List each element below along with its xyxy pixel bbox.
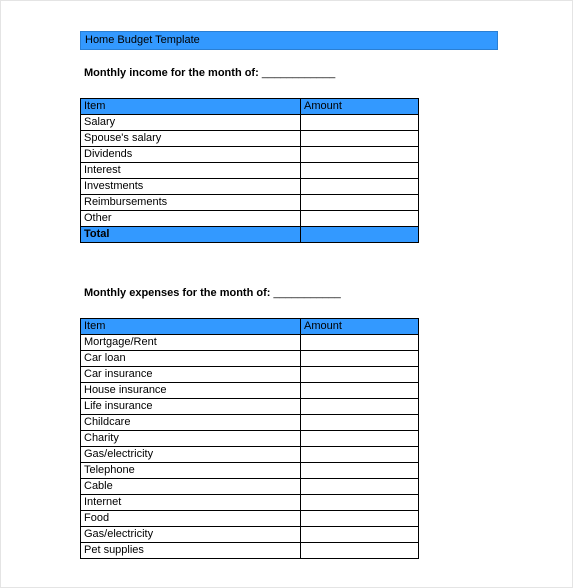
expense-row <box>81 383 419 399</box>
expense-row <box>81 431 419 447</box>
expense-item-cell: Cable <box>81 479 301 495</box>
expense-row <box>81 335 419 351</box>
expense-amount-cell[interactable] <box>301 447 419 463</box>
income-month-blank: ____________ <box>261 67 336 79</box>
income-amount-cell[interactable] <box>301 147 419 163</box>
expense-amount-cell[interactable] <box>301 527 419 543</box>
income-row <box>81 211 419 227</box>
expense-row <box>81 543 419 559</box>
expense-row <box>81 463 419 479</box>
expense-amount-cell[interactable] <box>301 431 419 447</box>
expense-amount-cell[interactable] <box>301 399 419 415</box>
income-item-cell: Reimbursements <box>81 195 301 211</box>
expenses-header-amount: Amount <box>301 319 419 335</box>
expense-item-cell: Life insurance <box>81 399 301 415</box>
expense-amount-cell[interactable] <box>301 415 419 431</box>
expense-item-cell: Car loan <box>81 351 301 367</box>
expense-amount-cell[interactable] <box>301 463 419 479</box>
expense-row <box>81 511 419 527</box>
expense-row <box>81 527 419 543</box>
expense-amount-cell[interactable] <box>301 335 419 351</box>
expense-row <box>81 399 419 415</box>
expense-item-cell: Telephone <box>81 463 301 479</box>
income-amount-cell[interactable] <box>301 195 419 211</box>
income-item-cell: Interest <box>81 163 301 179</box>
income-row <box>81 163 419 179</box>
income-total-amount[interactable] <box>301 227 419 243</box>
expense-item-cell: Childcare <box>81 415 301 431</box>
income-item-cell: Salary <box>81 115 301 131</box>
income-amount-cell[interactable] <box>301 131 419 147</box>
expense-row <box>81 495 419 511</box>
expenses-header-item: Item <box>81 319 301 335</box>
expense-item-cell: Mortgage/Rent <box>81 335 301 351</box>
income-item-cell: Spouse's salary <box>81 131 301 147</box>
income-total-row <box>81 227 419 243</box>
income-row <box>81 147 419 163</box>
income-heading <box>84 67 335 79</box>
expense-item-cell: Gas/electricity <box>81 447 301 463</box>
expenses-table <box>80 318 419 559</box>
income-item-cell: Other <box>81 211 301 227</box>
expense-row <box>81 415 419 431</box>
document-title: Home Budget Template <box>80 31 498 50</box>
expenses-month-blank: ___________ <box>273 287 341 299</box>
income-amount-cell[interactable] <box>301 163 419 179</box>
expenses-heading <box>84 287 341 299</box>
income-heading-label: Monthly income for the month of: <box>84 67 259 79</box>
income-amount-cell[interactable] <box>301 115 419 131</box>
income-amount-cell[interactable] <box>301 179 419 195</box>
expense-amount-cell[interactable] <box>301 351 419 367</box>
expense-item-cell: House insurance <box>81 383 301 399</box>
expense-item-cell: Pet supplies <box>81 543 301 559</box>
income-item-cell: Dividends <box>81 147 301 163</box>
expenses-header-row <box>81 319 419 335</box>
income-total-label: Total <box>81 227 301 243</box>
income-row <box>81 115 419 131</box>
expense-item-cell: Food <box>81 511 301 527</box>
expense-amount-cell[interactable] <box>301 367 419 383</box>
expense-item-cell: Internet <box>81 495 301 511</box>
income-item-cell: Investments <box>81 179 301 195</box>
income-row <box>81 131 419 147</box>
expense-item-cell: Charity <box>81 431 301 447</box>
income-row <box>81 195 419 211</box>
income-header-item: Item <box>81 99 301 115</box>
expense-item-cell: Car insurance <box>81 367 301 383</box>
expense-amount-cell[interactable] <box>301 543 419 559</box>
expense-amount-cell[interactable] <box>301 495 419 511</box>
income-table <box>80 98 419 243</box>
expense-item-cell: Gas/electricity <box>81 527 301 543</box>
expense-amount-cell[interactable] <box>301 383 419 399</box>
income-header-row <box>81 99 419 115</box>
expense-amount-cell[interactable] <box>301 479 419 495</box>
expense-row <box>81 351 419 367</box>
expense-row <box>81 447 419 463</box>
expenses-heading-label: Monthly expenses for the month of: <box>84 287 271 299</box>
expense-row <box>81 479 419 495</box>
expense-row <box>81 367 419 383</box>
income-amount-cell[interactable] <box>301 211 419 227</box>
expense-amount-cell[interactable] <box>301 511 419 527</box>
income-header-amount: Amount <box>301 99 419 115</box>
income-row <box>81 179 419 195</box>
